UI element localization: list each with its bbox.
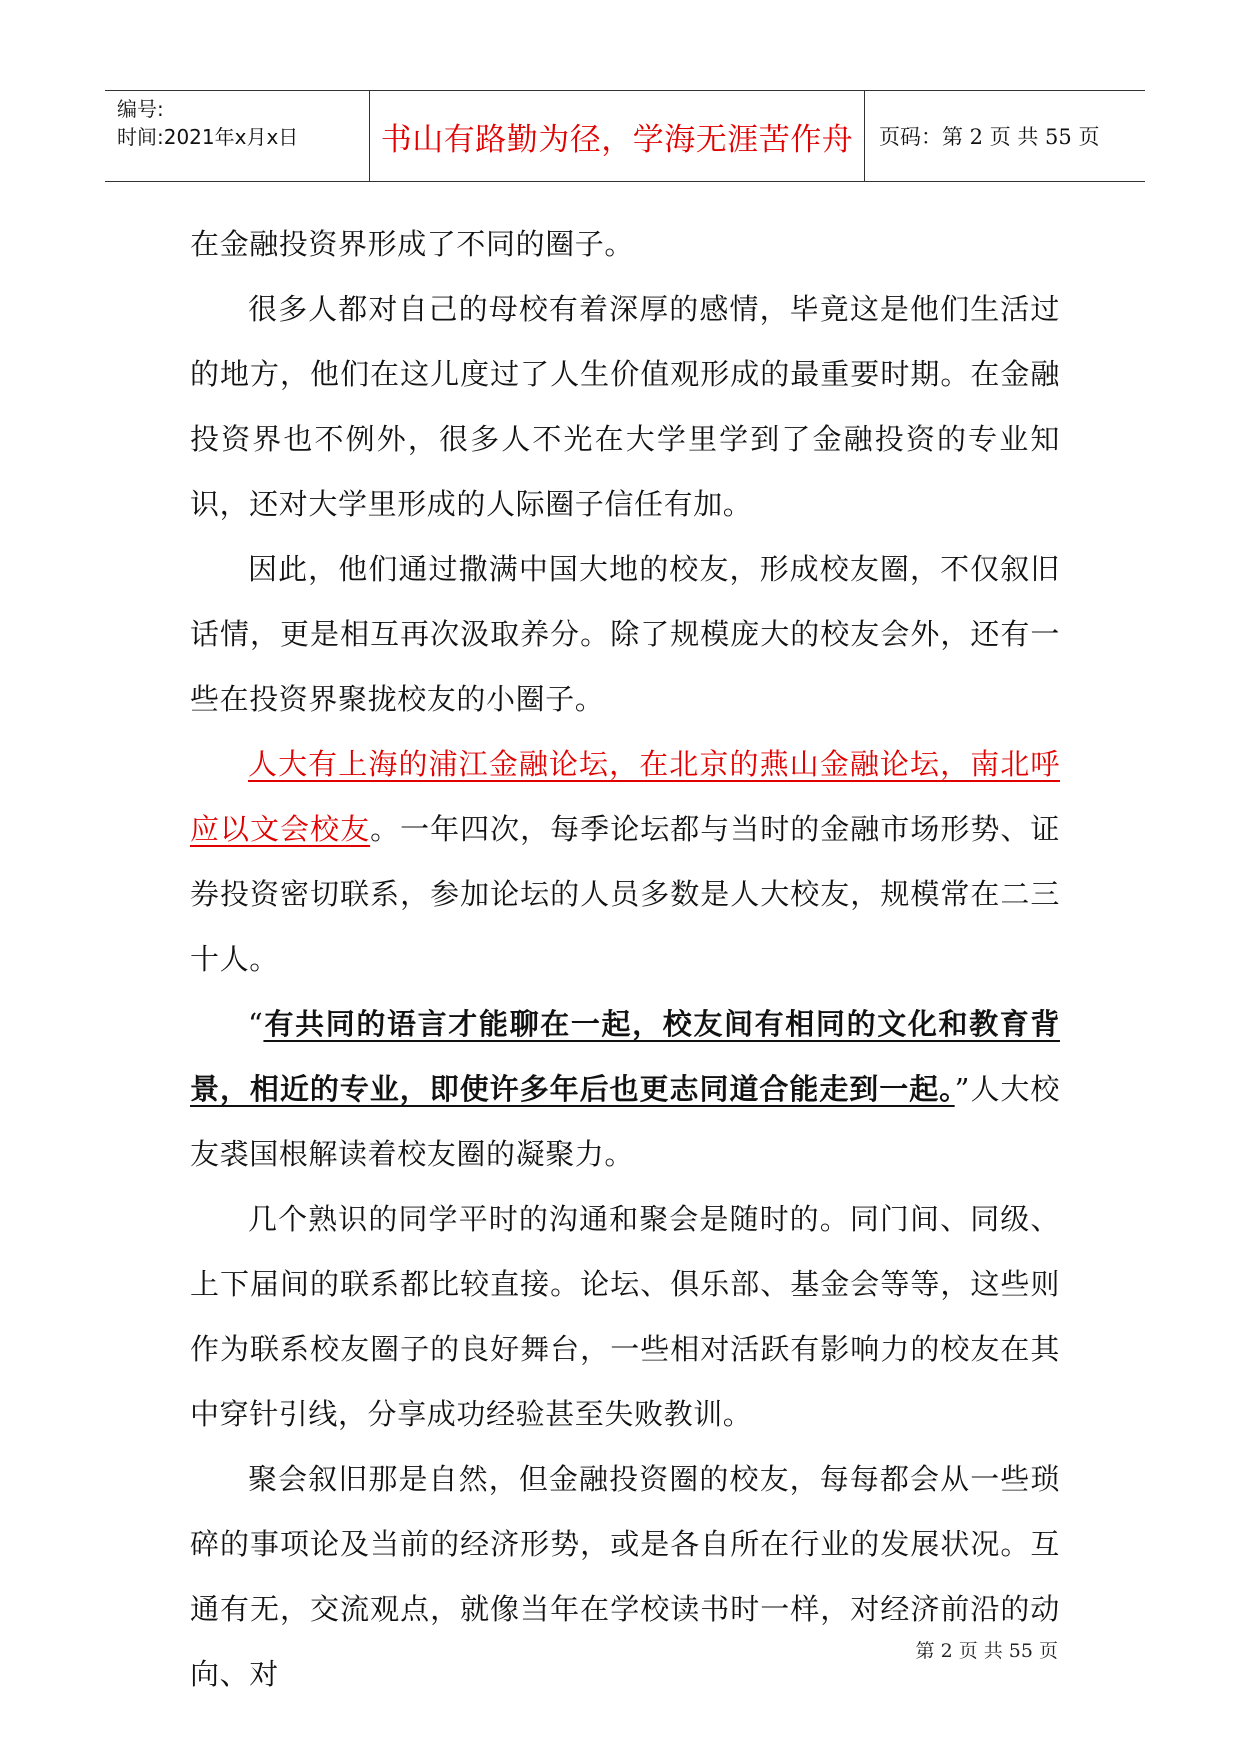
paragraph-5-rest: ”人大校友裘国根解读着校友圈的凝聚力。 (190, 1072, 1060, 1171)
paragraph-4 (190, 732, 1060, 992)
time-label: 时间:2021年x月x日 (117, 125, 299, 149)
bold-quote-text: 有共同的语言才能聊在一起，校友间有相同的文化和教育背景，相近的专业，即使许多年后也更志同道合能走到一起。 (190, 1007, 1060, 1106)
number-label: 编号: (117, 97, 164, 121)
open-quote: “ (248, 1007, 264, 1041)
paragraph-1: 在金融投资界形成了不同的圈子。 (190, 227, 635, 261)
paragraph-7: 聚会叙旧那是自然，但金融投资圈的校友，每每都会从一些琐碎的事项论及当前的经济形势，或是各自所在行业的发展状况。互通有无，交流观点，就像当年在学校读书时一样，对经济前沿的动向、对 (190, 1462, 1060, 1691)
document-body (190, 212, 1060, 1707)
paragraph-5 (190, 992, 1060, 1187)
header-page-info: 页码：第 2 页 共 55 页 (879, 125, 1100, 149)
highlighted-forum-text: 人大有上海的浦江金融论坛，在北京的燕山金融论坛，南北呼应以文会校友 (190, 747, 1060, 846)
paragraph-3: 因此，他们通过撒满中国大地的校友，形成校友圈，不仅叙旧话情，更是相互再次汲取养分。除了规模庞大的校友会外，还有一些在投资界聚拢校友的小圈子。 (190, 552, 1060, 716)
paragraph-4-rest: 。一年四次，每季论坛都与当时的金融市场形势、证券投资密切联系，参加论坛的人员多数是人大校友，规模常在二三十人。 (190, 812, 1060, 976)
header-meta (105, 91, 370, 181)
paragraph-6: 几个熟识的同学平时的沟通和聚会是随时的。同门间、同级、上下届间的联系都比较直接。论坛、俱乐部、基金会等等，这些则作为联系校友圈子的良好舞台，一些相对活跃有影响力的校友在其中穿针引线，分享成功经验甚至失败教训。 (190, 1202, 1060, 1431)
page-header (105, 90, 1145, 182)
paragraph-2: 很多人都对自己的母校有着深厚的感情，毕竟这是他们生活过的地方，他们在这儿度过了人生价值观形成的最重要时期。在金融投资界也不例外，很多人不光在大学里学到了金融投资的专业知识，还对大学里形成的人际圈子信任有加。 (190, 292, 1060, 521)
page-footer: 第 2 页 共 55 页 (915, 1640, 1058, 1662)
header-motto: 书山有路勤为径，学海无涯苦作舟 (370, 91, 865, 181)
